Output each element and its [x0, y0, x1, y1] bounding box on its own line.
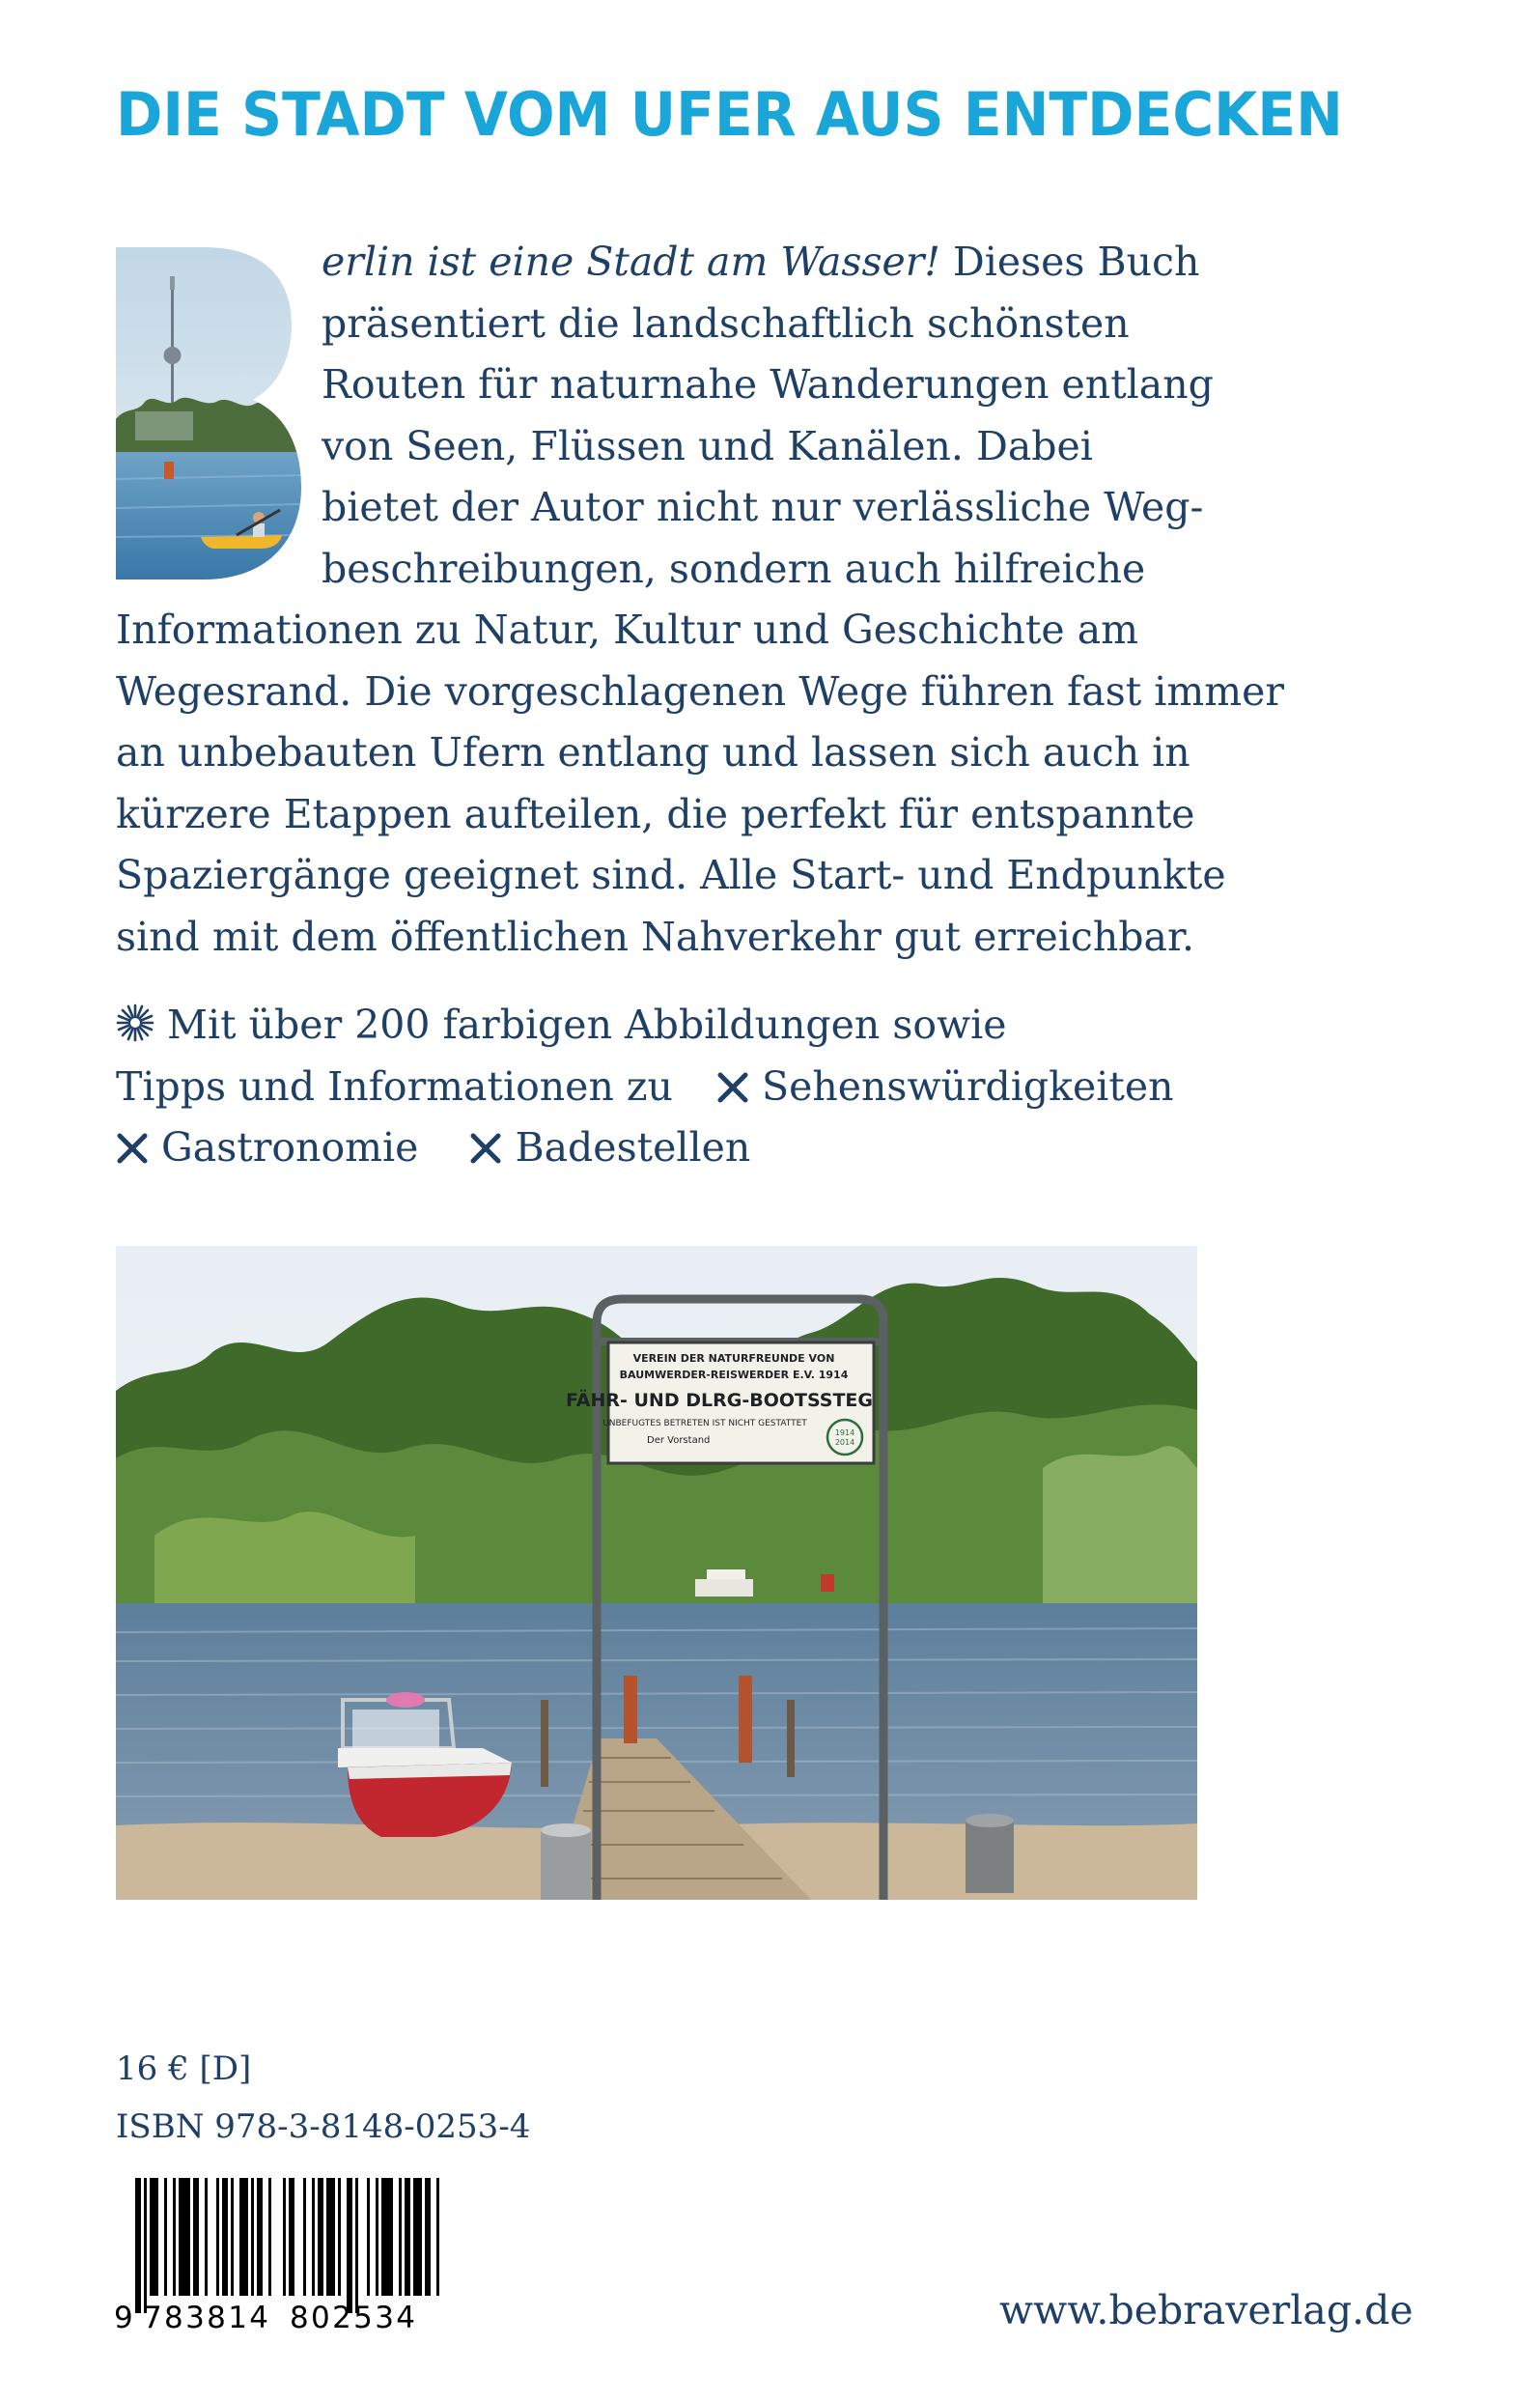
cross-icon [469, 1132, 502, 1165]
sign-line-3: FÄHR- UND DLRG-BOOTSSTEG [565, 1390, 874, 1411]
intro-line: Wegesrand. Die vorgeschlagenen Wege führen fast immer [116, 667, 1284, 715]
barcode [114, 2178, 452, 2337]
headline: DIE STADT VOM UFER AUS ENTDECKEN [116, 79, 1343, 150]
feature-item-label: Gastronomie [161, 1124, 419, 1171]
intro-line: Spaziergänge geeignet sind. Alle Start- und Endpunkte [116, 852, 1226, 898]
intro-line: von Seen, Flüssen und Kanälen. Dabei [322, 422, 1093, 469]
cross-icon [116, 1132, 149, 1165]
sign-line-5: Der Vorstand [647, 1435, 711, 1446]
feature-item-bathing [469, 1117, 750, 1179]
sunburst-icon [116, 1003, 154, 1042]
intro-line: beschreibungen, sondern auch hilfreiche [322, 545, 1146, 592]
intro-line: an unbebauten Ufern entlang und lassen sich auch in [116, 729, 1190, 776]
sign-line-2: BAUMWERDER-REISWERDER E.V. 1914 [619, 1369, 849, 1381]
feature-list [116, 995, 1371, 1179]
sign-line-1: VEREIN DER NATURFREUNDE VON [632, 1352, 835, 1365]
barcode-group-1: 783814 [143, 2301, 268, 2335]
sign-line-4: UNBEFUGTES BETRETEN IST NICHT GESTATTET [602, 1419, 807, 1428]
feature-line-1 [116, 995, 1371, 1057]
feature-item-label: Sehenswürdigkeiten [761, 1062, 1174, 1110]
intro-line: sind mit dem öffentlichen Nahverkehr gut erreichbar. [116, 913, 1195, 960]
intro-line-text: Dieses Buch [939, 239, 1200, 285]
barcode-digit-first: 9 [114, 2301, 133, 2335]
feature-text-1: Mit über 200 farbigen Abbildungen sowie [167, 1002, 1007, 1048]
feature-item-label: Badestellen [515, 1124, 751, 1171]
intro-line: Informationen zu Natur, Kultur und Geschichte am [116, 607, 1139, 653]
feature-text-2: Tipps und Informationen zu [116, 1062, 673, 1110]
intro-text [116, 232, 1284, 968]
intro-line: Routen für naturnahe Wanderungen entlang [322, 361, 1214, 408]
lake-photo [116, 1246, 1197, 1900]
feature-line-2 [116, 1057, 1371, 1118]
intro-line: präsentiert die landschaftlich schönsten [322, 299, 1130, 347]
isbn: ISBN 978-3-8148-0253-4 [116, 2107, 531, 2146]
cross-icon [716, 1071, 749, 1104]
sign-seal-bottom: 2014 [834, 1438, 855, 1447]
barcode-group-2: 802534 [290, 2301, 415, 2335]
sign-seal-top: 1914 [834, 1428, 855, 1437]
feature-item-gastronomy [116, 1117, 418, 1179]
feature-item-sights [716, 1057, 1174, 1118]
intro-line: kürzere Etappen aufteilen, die perfekt für entspannte [116, 790, 1195, 837]
feature-line-3 [116, 1117, 1371, 1179]
website[interactable]: www.bebraverlag.de [999, 2287, 1414, 2333]
intro-line [116, 232, 1236, 294]
intro-line: bietet der Autor nicht nur verlässliche Weg- [322, 484, 1204, 530]
price: 16 € [D] [116, 2049, 252, 2088]
intro-lead: erlin ist eine Stadt am Wasser! [322, 239, 940, 285]
